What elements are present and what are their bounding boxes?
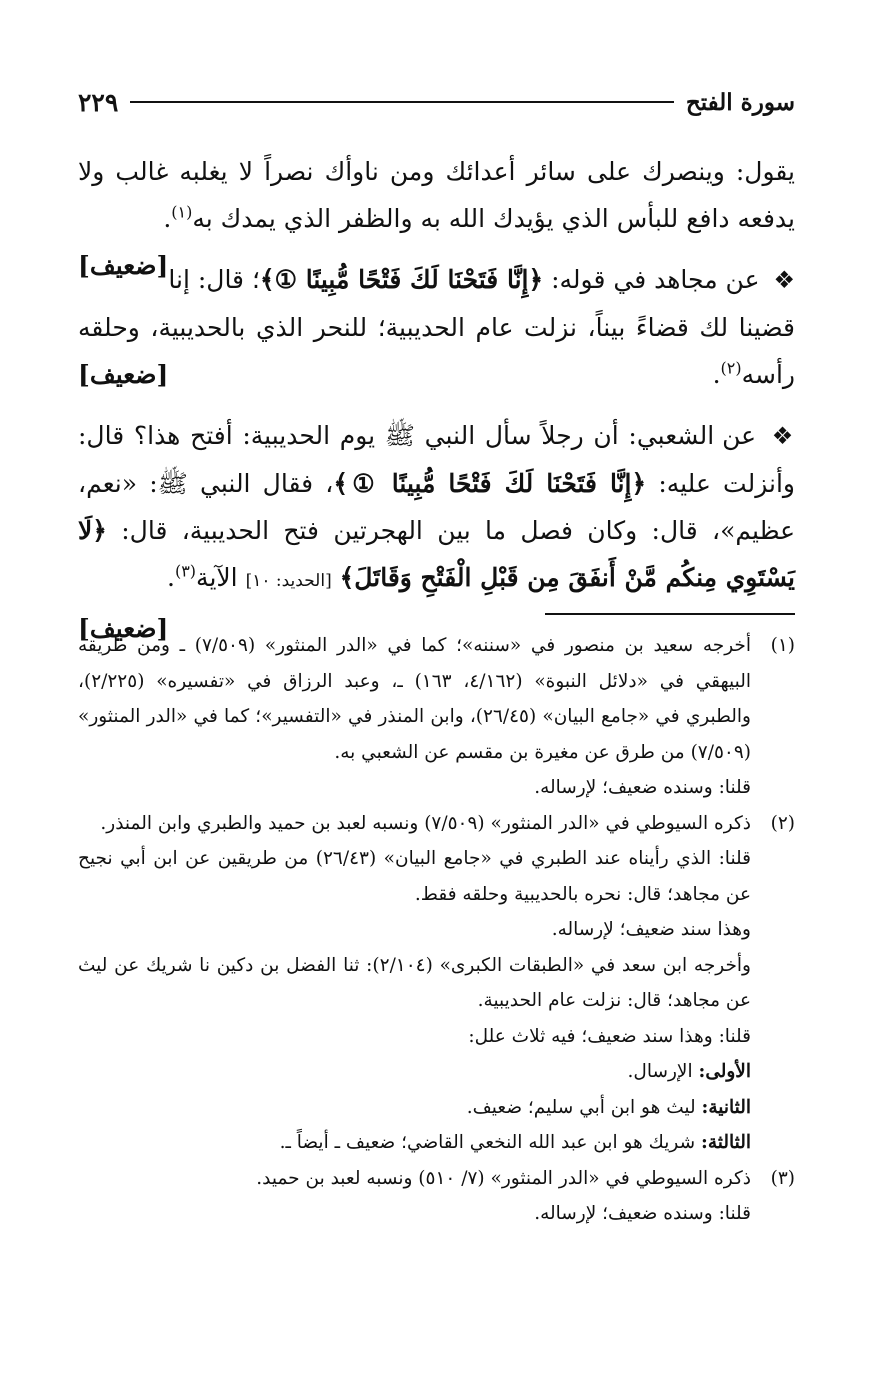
defect-3-label: الثالثة: (701, 1132, 751, 1153)
paragraph-2-text: ؛ قال: إنا قضينا لك قضاءً بيناً، نزلت عام الحديبية؛ للنحر الذي بالحديبية، وحلقه رأسه (78, 265, 795, 389)
footnote-2-defect-2 (78, 1090, 795, 1126)
defect-2-label: الثانية: (701, 1096, 751, 1118)
footnote-2-para-2: قلنا: الذي رأيناه عند الطبري في «جامع البيان» (٢٦/٤٣) من طريقين عن ابن أبي نجيح عن مجاهد؛ قال: نحره بالحديبية وحلقه فقط. (78, 848, 751, 905)
grade-weak-2: [ضعيف] (78, 360, 169, 389)
footnote-2-para-4: وأخرجه ابن سعد في «الطبقات الكبرى» (٢/١٠٤): ثنا الفضل بن دكين نا شريك عن ليث عن مجاهد؛ قال: نزلت عام الحديبية. (78, 954, 751, 1011)
footnote-2 (78, 806, 795, 842)
quran-reference: [الحديد: ١٠] (245, 571, 332, 591)
paragraph-1-text: يقول: وينصرك على سائر أعدائك ومن ناوأك نصراً لا يغلبه غالب ولا يدفعه دافع للبأس الذي يؤيدك الله به والظفر الذي يمدك به (78, 157, 795, 233)
paragraph-3-intro: عن الشعبي: أن رجلاً سأل النبي ﷺ يوم الحديبية: أفتح هذا؟ قال: وأنزلت عليه: (78, 421, 795, 498)
footnote-1 (78, 628, 795, 770)
defect-3-text: شريك هو ابن عبد الله النخعي القاضي؛ ضعيف ـ أيضاً ـ. (279, 1132, 696, 1153)
footnote-ref-1: (١) (171, 202, 193, 222)
quran-verse-3: ﴿لَا يَسْتَوِي مِنكُم مَّنْ أَنفَقَ مِن قَبْلِ الْفَتْحِ وَقَاتَلَ﴾ (78, 516, 795, 592)
paragraph-1-end: . (163, 204, 172, 233)
paragraph-3-text: ، فقال النبي ﷺ: «نعم، عظيم»، قال: وكان فصل ما بين الهجرتين فتح الحديبية، قال: (78, 469, 795, 545)
footnote-3-judgment: قلنا: وسنده ضعيف؛ لإرساله. (534, 1203, 751, 1224)
defect-2-text: ليث هو ابن أبي سليم؛ ضعيف. (466, 1096, 696, 1118)
footnote-3 (78, 1161, 795, 1197)
diamond-marker-icon: ❖ (773, 266, 795, 294)
footnote-3-number: (٣) (770, 1167, 795, 1189)
grade-weak-3: [ضعيف] (78, 614, 169, 643)
footnote-1-text: أخرجه سعيد بن منصور في «سننه»؛ كما في «الدر المنثور» (٧/٥٠٩) ـ ومن طريقه البيهقي في «دلائل النبوة» (٤/١٦٢، ١٦٣) ـ، وعبد الرزاق في «تفسيره» (٢/٢٢٥)، والطبري في «جامع البيان» (٢٦/٤٥)، وابن المنذر في «التفسير»؛ كما في «الدر المنثور» (٧/٥٠٩) من طرق عن مغيرة بن مقسم عن الشعبي به. (78, 635, 752, 763)
paragraph-3-end: . (167, 563, 175, 592)
footnote-3-text: ذكره السيوطي في «الدر المنثور» (٧/ ٥١٠) ونسبه لعبد بن حميد. (256, 1167, 751, 1189)
paragraph-2-intro: عن مجاهد في قوله: (551, 265, 760, 294)
footnotes (78, 628, 795, 1232)
page-header (78, 82, 795, 122)
surah-title: سورة الفتح (685, 88, 795, 116)
footnote-2-number: (٢) (770, 812, 795, 834)
grade-weak-1: [ضعيف] (78, 251, 169, 280)
quran-verse-1: ﴿إِنَّا فَتَحْنَا لَكَ فَتْحًا مُّبِينًا ①﴾ (259, 265, 544, 294)
paragraph-3 (78, 412, 796, 643)
footnote-separator (545, 613, 795, 615)
paragraph-3-aya: الآية (196, 563, 238, 592)
paragraph-2 (78, 256, 795, 398)
footnote-ref-3: (٣) (174, 561, 197, 581)
page-number: ٢٢٩ (78, 87, 119, 117)
footnote-2-para-3: وهذا سند ضعيف؛ لإرساله. (551, 919, 751, 940)
paragraph-2-end: . (712, 360, 721, 389)
diamond-marker-icon: ❖ (771, 422, 796, 450)
header-rule (130, 101, 674, 103)
footnote-1-judgment: قلنا: وسنده ضعيف؛ لإرساله. (534, 777, 751, 798)
footnote-1-number: (١) (770, 635, 795, 656)
footnote-2-defect-1 (78, 1054, 795, 1090)
main-text (78, 148, 795, 652)
defect-1-text: الإرسال. (627, 1061, 693, 1082)
footnote-ref-2: (٢) (720, 358, 742, 378)
quran-verse-2: ﴿إِنَّا فَتَحْنَا لَكَ فَتْحًا مُّبِينًا ①﴾ (333, 469, 647, 498)
footnote-2-para-5: قلنا: وهذا سند ضعيف؛ فيه ثلاث علل: (468, 1025, 751, 1047)
defect-1-label: الأولى: (698, 1061, 751, 1082)
footnote-2-defect-3 (78, 1125, 795, 1161)
footnote-2-text: ذكره السيوطي في «الدر المنثور» (٧/٥٠٩) ونسبه لعبد بن حميد والطبري وابن المنذر. (100, 812, 751, 834)
